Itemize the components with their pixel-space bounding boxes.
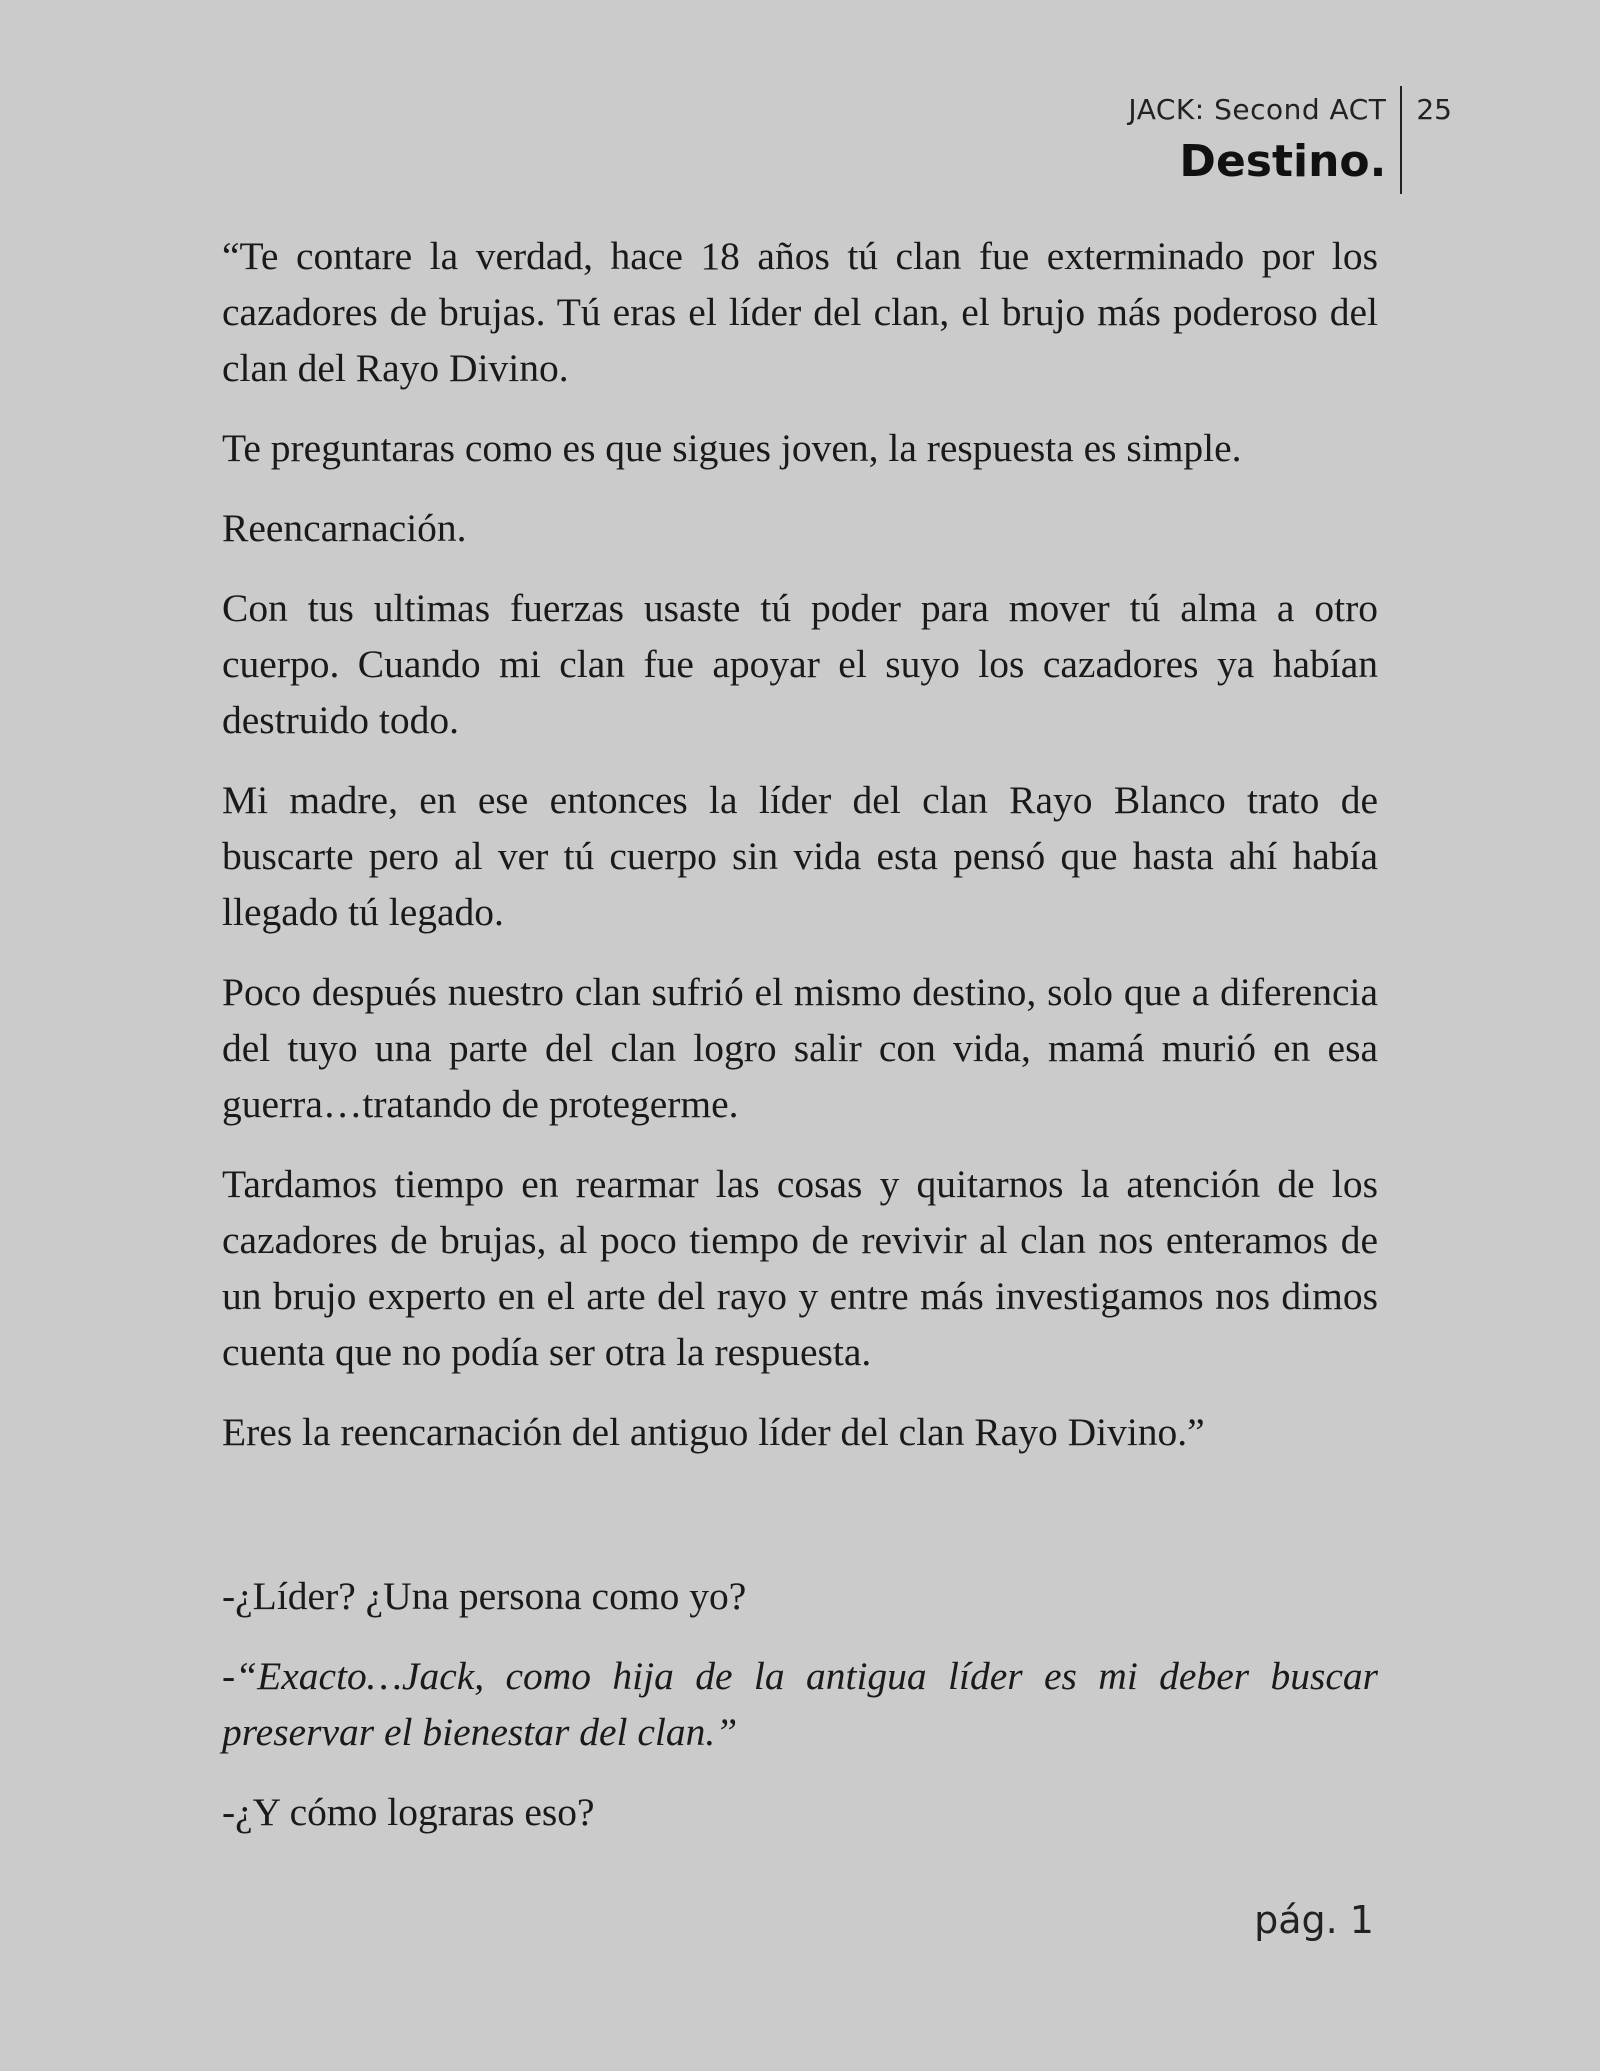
dialogue-line-italic: -“Exacto…Jack, como hija de la antigua líder es mi deber buscar preservar el bienestar del clan.” <box>222 1654 1378 1754</box>
paragraph: Reencarnación. <box>222 506 467 550</box>
dialogue-line: -¿Y cómo lograras eso? <box>222 1790 595 1834</box>
footer-page-label: pág. 1 <box>1254 1898 1374 1942</box>
book-title: JACK: Second ACT <box>1128 93 1387 126</box>
page-body <box>222 228 1378 1864</box>
header-page-number: 25 <box>1416 93 1452 126</box>
paragraph: Tardamos tiempo en rearmar las cosas y quitarnos la atención de los cazadores de brujas, al poco tiempo de revivir al clan nos enteramos de un brujo experto en el arte del rayo y entre más investigamos nos dimos cuenta que no podía ser otra la respuesta. <box>222 1162 1378 1374</box>
paragraph: Mi madre, en ese entonces la líder del clan Rayo Blanco trato de buscarte pero al ver tú cuerpo sin vida esta pensó que hasta ahí había llegado tú legado. <box>222 778 1378 934</box>
header-titles <box>1128 86 1402 194</box>
paragraph: “Te contare la verdad, hace 18 años tú clan fue exterminado por los cazadores de brujas. Tú eras el líder del clan, el brujo más poderoso del clan del Rayo Divino. <box>222 234 1378 390</box>
paragraph: Con tus ultimas fuerzas usaste tú poder para mover tú alma a otro cuerpo. Cuando mi clan fue apoyar el suyo los cazadores ya habían destruido todo. <box>222 586 1378 742</box>
paragraph: Eres la reencarnación del antiguo líder del clan Rayo Divino.” <box>222 1410 1205 1454</box>
section-spacer <box>222 1484 1378 1568</box>
paragraph: Te preguntaras como es que sigues joven, la respuesta es simple. <box>222 426 1242 470</box>
dialogue-line: -¿Líder? ¿Una persona como yo? <box>222 1574 747 1618</box>
paragraph: Poco después nuestro clan sufrió el mismo destino, solo que a diferencia del tuyo una parte del clan logro salir con vida, mamá murió en esa guerra…tratando de protegerme. <box>222 970 1378 1126</box>
running-header <box>1128 86 1452 194</box>
chapter-title: Destino. <box>1179 136 1387 187</box>
